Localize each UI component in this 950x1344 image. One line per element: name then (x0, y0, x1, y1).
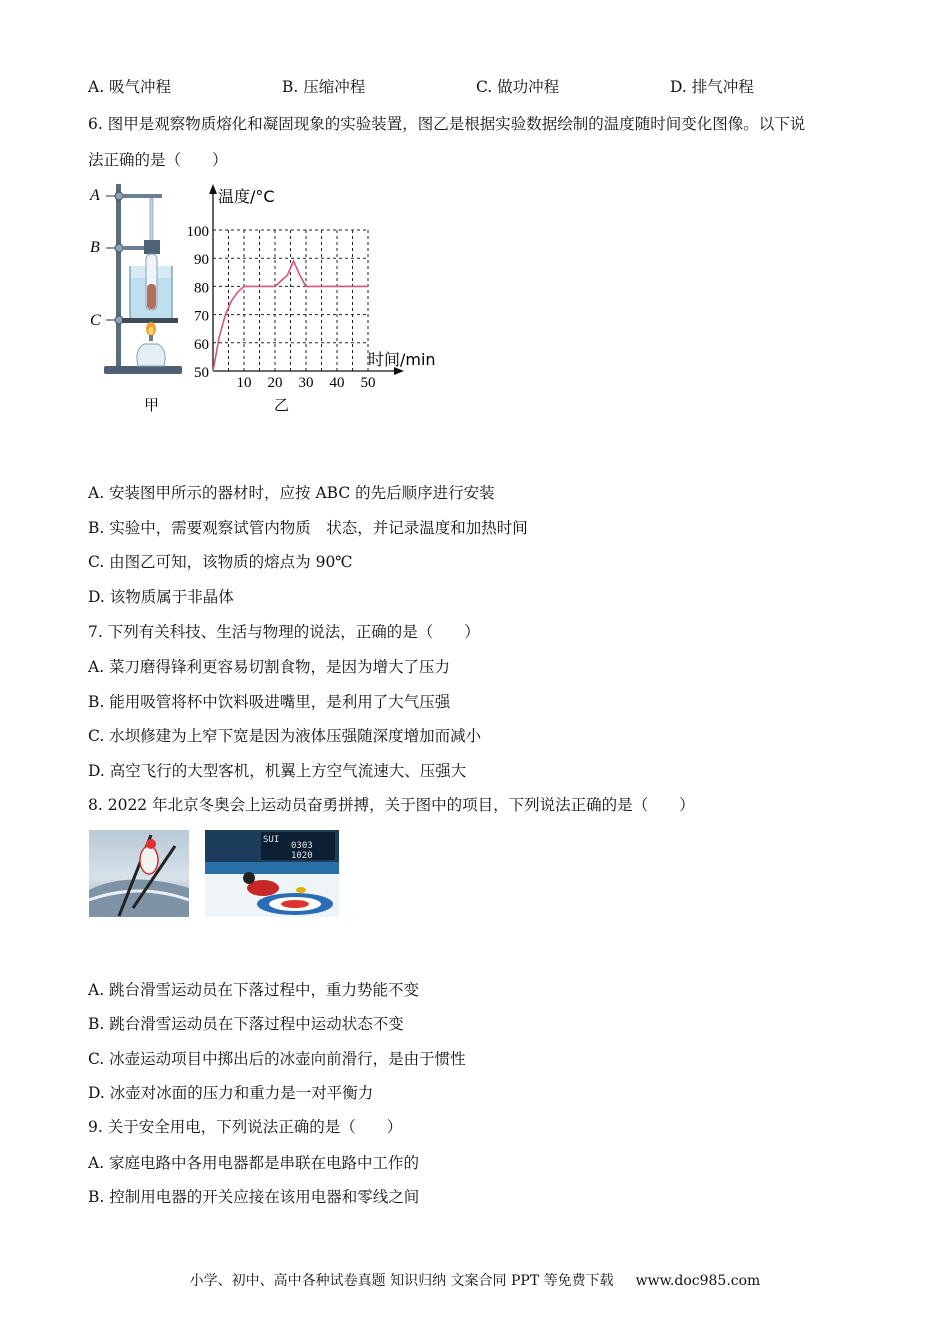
q8-stem: 8. 2022 年北京冬奥会上运动员奋勇拼搏，关于图中的项目，下列说法正确的是（ ） (88, 796, 695, 814)
q9-stem: 9. 关于安全用电，下列说法正确的是（ ） (88, 1118, 403, 1136)
temperature-time-chart (178, 178, 450, 418)
q7-option-b: B. 能用吸管将杯中饮料吸进嘴里，是利用了大气压强 (88, 693, 451, 711)
y-axis-label: 温度/°C (218, 187, 275, 206)
q7-option-c: C. 水坝修建为上窄下宽是因为液体压强随深度增加而减小 (88, 727, 482, 745)
scoreboard-value-2: 1020 (291, 851, 313, 861)
caption-jia: 甲 (144, 396, 160, 414)
q9-option-a: A. 家庭电路中各用电器都是串联在电路中工作的 (88, 1154, 420, 1172)
y-tick-80: 80 (194, 280, 209, 297)
x-tick-10: 10 (236, 375, 252, 391)
chart-grid (213, 230, 368, 371)
x-axis-label: 时间/min (368, 350, 436, 369)
test-tube-clamp (144, 240, 160, 254)
q5-option-b: B. 压缩冲程 (282, 78, 366, 96)
page-footer (0, 1270, 950, 1290)
q6-stem-line2: 法正确的是（ ） (88, 151, 228, 169)
footer-text: 小学、初中、高中各种试卷真题 知识归纳 文案合同 PPT 等免费下载 (189, 1273, 614, 1289)
scoreboard-value-1: 0303 (291, 841, 313, 851)
substance (147, 284, 156, 309)
q6-option-b: B. 实验中，需要观察试管内物质 状态，并记录温度和加热时间 (88, 519, 528, 537)
q8-option-d: D. 冰壶对冰面的压力和重力是一对平衡力 (88, 1084, 374, 1102)
q8-option-c: C. 冰壶运动项目中掷出后的冰壶向前滑行，是由于惯性 (88, 1050, 466, 1068)
stand-pole (116, 184, 121, 368)
label-b: B (90, 239, 100, 256)
label-a: A (90, 187, 100, 204)
y-axis-arrow (209, 184, 217, 194)
q7-stem: 7. 下列有关科技、生活与物理的说法，正确的是（ ） (88, 623, 480, 641)
clamp-b (122, 246, 146, 250)
ski-jump-photo (89, 830, 189, 917)
q7-option-d: D. 高空飞行的大型客机，机翼上方空气流速大、压强大 (88, 762, 467, 780)
q7-option-a: A. 菜刀磨得锋利更容易切割食物，是因为增大了压力 (88, 658, 451, 676)
y-tick-50: 50 (194, 365, 209, 381)
label-c: C (90, 312, 101, 329)
x-tick-50: 50 (360, 375, 376, 391)
curling-photo (205, 830, 339, 917)
chart-ticks (187, 224, 376, 391)
x-tick-30: 30 (298, 375, 314, 391)
alcohol-lamp (137, 344, 165, 366)
y-tick-70: 70 (194, 308, 209, 325)
q9-option-b: B. 控制用电器的开关应接在该用电器和零线之间 (88, 1188, 420, 1206)
q8-option-b: B. 跳台滑雪运动员在下落过程中运动状态不变 (88, 1015, 404, 1033)
q8-option-a: A. 跳台滑雪运动员在下落过程中，重力势能不变 (88, 981, 420, 999)
q6-stem-line1: 6. 图甲是观察物质熔化和凝固现象的实验装置，图乙是根据实验数据绘制的温度随时间变化图像。以下说 (88, 115, 806, 133)
footer-url[interactable]: www.doc985.com (635, 1273, 761, 1289)
x-tick-40: 40 (329, 375, 345, 391)
y-tick-100: 100 (186, 224, 209, 240)
skier (140, 846, 158, 874)
q6-option-c: C. 由图乙可知，该物质的熔点为 90℃ (88, 553, 353, 571)
apparatus-figure (86, 178, 186, 418)
y-tick-90: 90 (194, 252, 209, 269)
clamp-a (122, 194, 162, 198)
q6-option-a: A. 安装图甲所示的器材时，应按 ABC 的先后顺序进行安装 (88, 484, 495, 502)
q5-option-c: C. 做功冲程 (476, 78, 560, 96)
q5-option-d: D. 排气冲程 (670, 78, 754, 96)
q6-option-d: D. 该物质属于非晶体 (88, 588, 234, 606)
q5-option-a: A. 吸气冲程 (88, 78, 172, 96)
caption-yi: 乙 (274, 396, 290, 414)
stand-base (104, 366, 182, 374)
y-tick-60: 60 (194, 336, 209, 353)
x-tick-20: 20 (267, 375, 283, 391)
curling-stone (296, 887, 306, 893)
scoreboard-team: SUI (263, 835, 280, 845)
